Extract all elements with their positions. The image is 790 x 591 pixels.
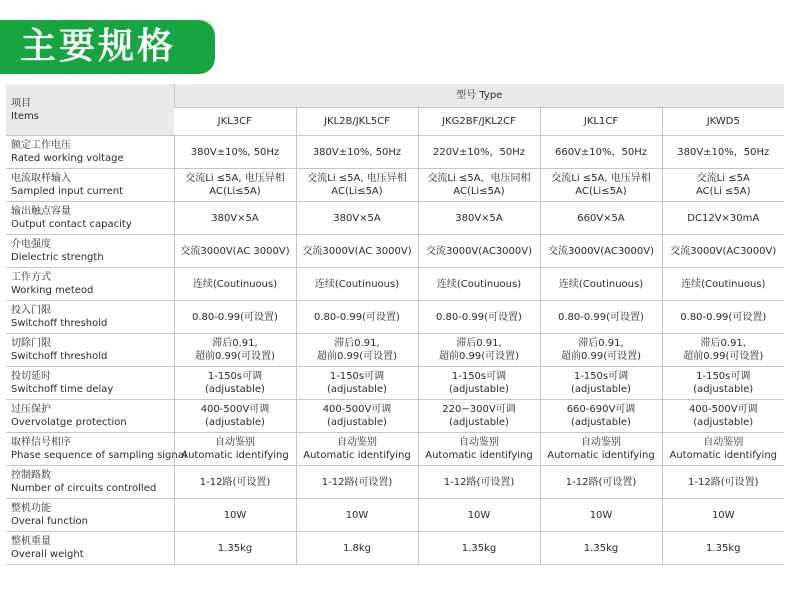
value-line: Automatic identifying: [303, 450, 411, 461]
model-header: JKG2BF/JKL2CF: [418, 108, 540, 136]
value-line: AC(Li≤5A): [209, 186, 261, 197]
value-cell: [296, 301, 418, 334]
value-cell: [662, 169, 784, 202]
value-cell: [296, 367, 418, 400]
value-cell: [174, 400, 296, 433]
row-label-en: Switchoff threshold: [11, 351, 108, 362]
value-cell: [418, 268, 540, 301]
value-cell: [296, 433, 418, 466]
value-line: 连续(Coutinuous): [558, 278, 644, 290]
value-line: 滞后0.91,: [700, 338, 746, 349]
row-label-cell: [6, 499, 174, 532]
value-cell: [662, 499, 784, 532]
row-label-en: Number of circuits controlled: [11, 483, 157, 494]
value-cell: [418, 532, 540, 565]
value-line: Automatic identifying: [669, 450, 778, 461]
value-line: 交流3000V(AC3000V): [547, 245, 655, 257]
value-line: 交流3000V(AC 3000V): [302, 245, 412, 257]
row-label-cell: [6, 466, 174, 499]
value-line: 1.35kg: [706, 542, 741, 554]
row-label-cn: 输出触点容量: [11, 206, 71, 217]
value-line: 1.35kg: [461, 542, 497, 554]
value-cell: [296, 466, 418, 499]
row-label-en: Switchoff threshold: [11, 318, 108, 329]
value-cell: [418, 334, 540, 367]
row-label-cell: [6, 367, 174, 400]
row-label-cell: [6, 268, 174, 301]
value-line: 1-150s可调: [451, 371, 507, 382]
value-cell: [418, 433, 540, 466]
table-row: [6, 136, 784, 169]
value-line: DC12V×30mA: [687, 212, 760, 224]
value-cell: [662, 136, 784, 169]
table-row: [6, 466, 784, 499]
value-line: Automatic identifying: [547, 450, 655, 461]
value-line: 交流Li ≤5A, 电压异相: [185, 173, 285, 184]
value-line: 660V±10%，50Hz: [554, 146, 648, 158]
value-line: 10W: [589, 509, 613, 521]
row-label-cn: 切除门限: [11, 338, 51, 349]
row-label-en: Dielectric strength: [11, 252, 104, 263]
value-line: 连续(Coutinuous): [436, 278, 522, 290]
value-cell: [662, 301, 784, 334]
row-label-en: Output contact capacity: [11, 219, 132, 230]
value-line: 滞后0.91,: [456, 338, 502, 349]
row-label-en: Rated working voltage: [11, 153, 124, 164]
value-cell: [296, 334, 418, 367]
value-line: 380V±10%，50Hz: [677, 146, 770, 158]
value-cell: [174, 532, 296, 565]
value-cell: [174, 301, 296, 334]
table-row: [6, 235, 784, 268]
row-label-en: Working meteod: [11, 285, 94, 296]
value-line: (adjustable): [449, 384, 509, 395]
value-line: 660V×5A: [577, 212, 625, 224]
item-header-en: Items: [11, 110, 39, 122]
value-cell: [662, 400, 784, 433]
value-line: 连续(Coutinuous): [314, 278, 400, 290]
value-line: 1-150s可调: [207, 371, 263, 382]
value-line: 交流3000V(AC 3000V): [180, 245, 290, 257]
table-row: [6, 532, 784, 565]
value-cell: [296, 499, 418, 532]
value-cell: [540, 367, 662, 400]
value-line: 10W: [345, 509, 369, 521]
value-cell: [540, 532, 662, 565]
value-line: 1-12路(可设置): [688, 476, 759, 488]
spec-table: [6, 84, 784, 565]
value-cell: [174, 499, 296, 532]
value-line: 超前0.99(可设置): [194, 351, 276, 362]
value-line: 380V×5A: [333, 212, 381, 224]
value-line: 1-12路(可设置): [565, 476, 637, 488]
value-cell: [418, 301, 540, 334]
value-cell: [174, 136, 296, 169]
table-row: [6, 268, 784, 301]
type-header-cell: 型号 Type: [174, 84, 784, 108]
value-line: 400-500V可调: [322, 404, 392, 415]
value-cell: [418, 202, 540, 235]
value-line: AC(Li≤5A): [575, 186, 627, 197]
value-line: (adjustable): [693, 384, 754, 395]
value-line: 滞后0.91,: [212, 338, 258, 349]
row-label-cn: 介电强度: [11, 239, 51, 250]
table-row: [6, 202, 784, 235]
value-line: 1-12路(可设置): [199, 476, 271, 488]
value-line: (adjustable): [205, 417, 265, 428]
value-cell: [662, 433, 784, 466]
value-line: 自动鉴别: [459, 437, 499, 448]
table-row: [6, 433, 784, 466]
value-line: 660-690V可调: [566, 404, 636, 415]
value-line: 0.80-0.99(可设置): [680, 311, 767, 323]
value-line: 自动鉴别: [215, 437, 255, 448]
row-label-cell: [6, 400, 174, 433]
value-cell: [540, 169, 662, 202]
value-line: (adjustable): [327, 384, 387, 395]
row-label-en: Switchoff time delay: [11, 384, 114, 395]
row-label-cn: 取样信号相序: [11, 437, 71, 448]
value-cell: [662, 466, 784, 499]
value-line: 1-12路(可设置): [321, 476, 393, 488]
value-line: 0.80-0.99(可设置): [436, 311, 522, 323]
table-row: [6, 400, 784, 433]
model-header: JKWD5: [662, 108, 784, 136]
row-label-cell: [6, 433, 187, 466]
value-line: 380V±10%, 50Hz: [190, 146, 280, 158]
value-cell: [174, 334, 296, 367]
value-cell: [662, 367, 784, 400]
value-line: 交流3000V(AC3000V): [670, 245, 777, 257]
value-line: 自动鉴别: [337, 437, 377, 448]
table-row: [6, 367, 784, 400]
value-cell: [662, 235, 784, 268]
value-cell: [296, 202, 418, 235]
row-label-en: Overal function: [11, 516, 88, 527]
value-line: 1.35kg: [217, 542, 253, 554]
value-cell: [296, 268, 418, 301]
row-label-cn: 整机功能: [11, 503, 51, 514]
value-line: 交流Li ≤5A: [696, 173, 750, 184]
value-cell: [540, 202, 662, 235]
row-label-cell: [6, 532, 174, 565]
value-cell: [662, 202, 784, 235]
row-label-cn: 工作方式: [11, 272, 51, 283]
row-label-cn: 过压保护: [11, 404, 51, 415]
value-line: AC(Li≤5A): [453, 186, 505, 197]
row-label-cell: [6, 169, 174, 202]
value-cell: [174, 202, 296, 235]
value-line: 400-500V可调: [688, 404, 758, 415]
value-line: (adjustable): [571, 417, 631, 428]
row-label-cell: [6, 235, 174, 268]
title-banner: [0, 20, 215, 74]
value-cell: [540, 466, 662, 499]
value-cell: [540, 433, 662, 466]
model-header: JKL1CF: [540, 108, 662, 136]
value-cell: [662, 268, 784, 301]
value-line: 400-500V可调: [200, 404, 270, 415]
value-cell: [174, 169, 296, 202]
value-line: 220V±10%，50Hz: [432, 146, 526, 158]
value-line: 连续(Coutinuous): [681, 278, 766, 290]
value-line: 10W: [223, 509, 247, 521]
table-row: [6, 499, 784, 532]
value-line: (adjustable): [449, 417, 509, 428]
value-cell: [174, 367, 296, 400]
row-label-cn: 电流取样输入: [11, 173, 71, 184]
value-cell: [662, 532, 784, 565]
value-cell: [662, 334, 784, 367]
value-line: 1-150s可调: [573, 371, 629, 382]
value-line: 380V×5A: [455, 212, 503, 224]
value-cell: [540, 235, 662, 268]
value-line: 10W: [467, 509, 491, 521]
value-line: AC(Li ≤5A): [695, 186, 751, 197]
value-line: 0.80-0.99(可设置): [192, 311, 278, 323]
row-label-en: Sampled input current: [11, 186, 123, 197]
value-cell: [418, 235, 540, 268]
row-label-cn: 额定工作电压: [11, 140, 71, 151]
table-header-row: [6, 84, 784, 108]
value-line: 380V±10%, 50Hz: [312, 146, 402, 158]
value-cell: [174, 268, 296, 301]
row-label-en: Overall weight: [11, 549, 84, 560]
value-line: 1-12路(可设置): [443, 476, 515, 488]
row-label-cell: [6, 202, 174, 235]
value-line: 超前0.99(可设置): [438, 351, 520, 362]
value-line: 0.80-0.99(可设置): [558, 311, 644, 323]
value-line: AC(Li≤5A): [331, 186, 383, 197]
value-line: 0.80-0.99(可设置): [314, 311, 400, 323]
value-cell: [540, 301, 662, 334]
value-line: 1-150s可调: [696, 371, 751, 382]
value-cell: [540, 268, 662, 301]
value-line: 1-150s可调: [329, 371, 385, 382]
value-cell: [174, 235, 296, 268]
value-line: (adjustable): [693, 417, 754, 428]
value-cell: [418, 169, 540, 202]
value-line: 超前0.99(可设置): [560, 351, 642, 362]
item-header-cn: 项目: [11, 97, 31, 109]
page-title: 主要规格: [20, 26, 177, 67]
value-cell: [296, 136, 418, 169]
value-line: 交流Li ≤5A, 电压异相: [307, 173, 407, 184]
value-line: (adjustable): [571, 384, 631, 395]
value-cell: [418, 466, 540, 499]
model-header: JKL3CF: [174, 108, 296, 136]
value-cell: [418, 367, 540, 400]
value-line: 自动鉴别: [703, 437, 744, 448]
value-line: 超前0.99(可设置): [683, 351, 764, 362]
value-line: (adjustable): [205, 384, 265, 395]
row-label-en: Phase sequence of sampling signal: [11, 450, 187, 461]
value-line: 超前0.99(可设置): [316, 351, 398, 362]
table-row: [6, 169, 784, 202]
model-header: JKL2B/JKL5CF: [296, 108, 418, 136]
row-label-cell: [6, 136, 174, 169]
value-cell: [540, 400, 662, 433]
table-row: [6, 334, 784, 367]
value-line: Automatic identifying: [425, 450, 533, 461]
value-cell: [540, 334, 662, 367]
value-line: 自动鉴别: [581, 437, 621, 448]
value-cell: [418, 499, 540, 532]
value-line: 1.8kg: [342, 542, 372, 554]
value-line: 交流Li ≤5A, 电压异相: [551, 173, 651, 184]
row-label-cell: [6, 301, 174, 334]
value-line: 交流3000V(AC3000V): [425, 245, 533, 257]
row-label-cn: 投入门限: [11, 305, 51, 316]
value-line: 1.35kg: [583, 542, 619, 554]
row-label-en: Overvolatge protection: [11, 417, 127, 428]
value-line: 连续(Coutinuous): [192, 278, 278, 290]
value-cell: [174, 466, 296, 499]
value-cell: [296, 400, 418, 433]
value-line: Automatic identifying: [181, 450, 289, 461]
value-line: (adjustable): [327, 417, 387, 428]
value-line: 交流Li ≤5A，电压同相: [427, 173, 531, 184]
table-row: [6, 301, 784, 334]
row-label-cell: [6, 334, 174, 367]
item-header-cell: [6, 84, 174, 136]
row-label-cn: 投切延时: [11, 371, 51, 382]
value-cell: [540, 499, 662, 532]
value-line: 滞后0.91,: [578, 338, 624, 349]
row-label-cn: 控制路数: [11, 470, 51, 481]
value-cell: [296, 169, 418, 202]
value-line: 滞后0.91,: [334, 338, 380, 349]
value-cell: [540, 136, 662, 169]
value-cell: [418, 400, 540, 433]
value-cell: [296, 532, 418, 565]
value-line: 10W: [711, 509, 735, 521]
value-cell: [418, 136, 540, 169]
row-label-cn: 整机重量: [11, 536, 51, 547]
value-cell: [174, 433, 296, 466]
value-line: 220~300V可调: [442, 404, 516, 415]
value-cell: [296, 235, 418, 268]
value-line: 380V×5A: [211, 212, 259, 224]
